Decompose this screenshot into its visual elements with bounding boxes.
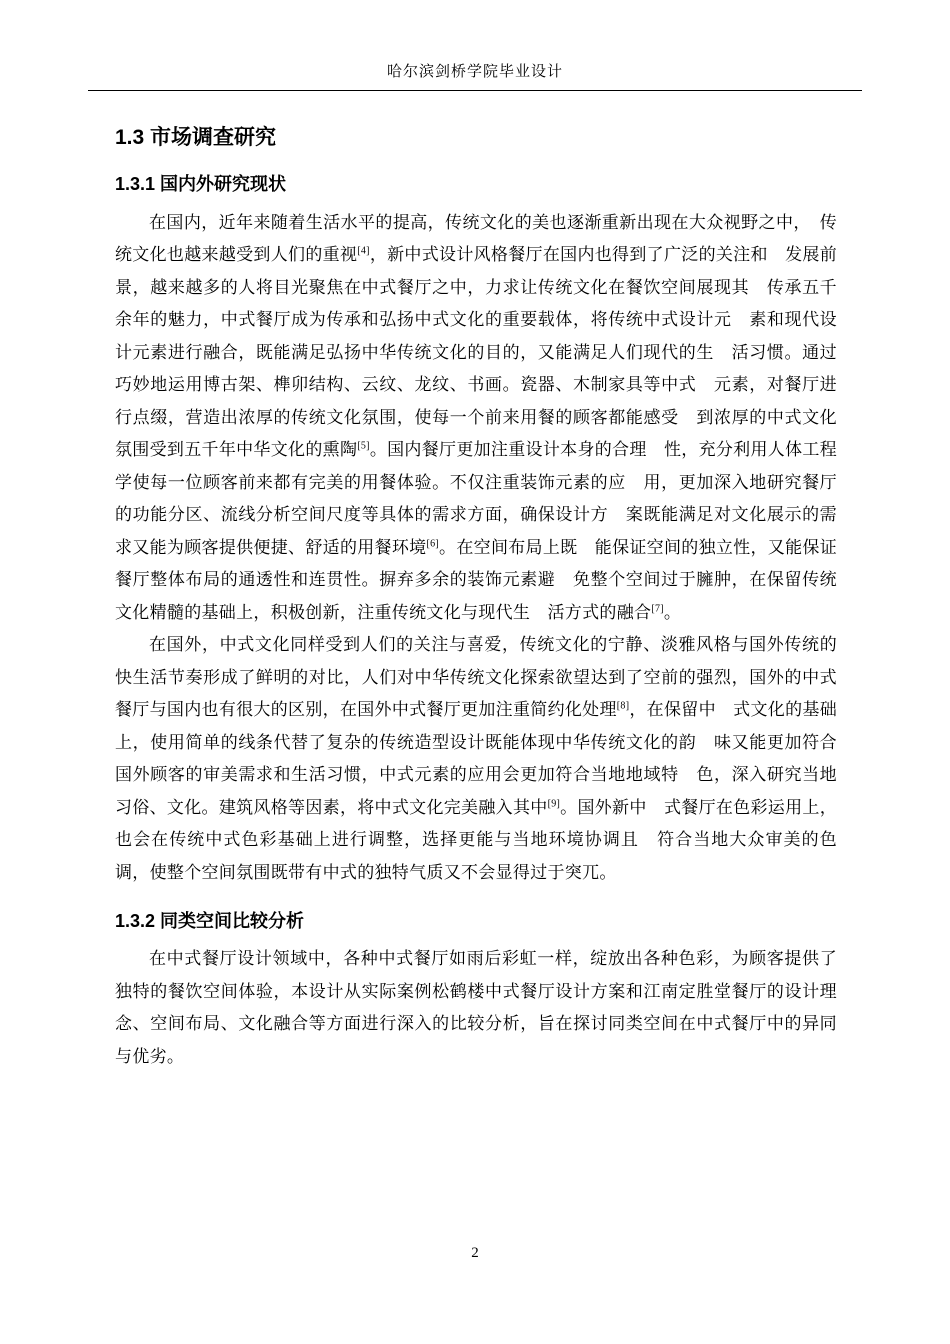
citation-ref: [5] [357,440,370,452]
paragraph-space-comparison: 在中式餐厅设计领域中，各种中式餐厅如雨后彩虹一样，绽放出各种色彩，为顾客提供了独特的餐饮空间体验，本设计从实际案例松鹤楼中式餐厅设计方案和江南定胜堂餐厅的设计理念、空间布局、文化融合等方面进行深入的比较分析，旨在探讨同类空间在中式餐厅中的异同与优劣。 [115,949,837,1066]
citation-ref: [6] [426,537,440,549]
page-number: 2 [471,1245,479,1261]
section-heading: 1.3 市场调查研究 [115,126,277,149]
citation-ref: [8] [616,700,630,712]
paragraph-overseas-research: 在国外，中式文化同样受到人们的关注与喜爱，传统文化的宁静、淡雅风格与国外传统的快生活节奏形成了鲜明的对比，人们对中华传统文化探索欲望达到了空前的强烈，国外的中式餐厅与国内也有很大的区别，在国外中式餐厅更加注重简约化处理[8]，在保留中 式文化的基础上，使用简单的线条代替了复杂的传统造型设计既能体现中华传统文化的韵 味又能更加符合国外顾客的审美需求和生活习惯，中式元素的应用会更加符合当地地域特 色，深入研究当地习俗、文化。建筑风格等因素，将中式文化完美融入其中[9]。国外新中 式餐厅在色彩运用上，也会在传统中式色彩基础上进行调整，选择更能与当地环境协调且 符合当地大众审美的色调，使整个空间氛围既带有中式的独特气质又不会显得过于突兀。 [115,635,837,882]
page-header [88,60,862,91]
subsection-heading-space-comparison: 1.3.2 同类空间比较分析 [115,911,305,932]
citation-ref: [9] [547,797,561,809]
document-body [115,110,837,1073]
paragraph-domestic-research: 在国内，近年来随着生活水平的提高，传统文化的美也逐渐重新出现在大众视野之中， 传统文化也越来越受到人们的重视[4]，新中式设计风格餐厅在国内也得到了广泛的关注和 发展前景，越来越多的人将目光聚焦在中式餐厅之中，力求让传统文化在餐饮空间展现其 传承五千余年的魅力，中式餐厅成为传承和弘扬中式文化的重要载体，将传统中式设计元 素和现代设计元素进行融合，既能满足弘扬中华传统文化的目的，又能满足人们现代的生 活习惯。通过巧妙地运用博古架、榫卯结构、云纹、龙纹、书画。瓷器、木制家具等中式 元素，对餐厅进行点缀，营造出浓厚的传统文化氛围，使每一个前来用餐的顾客都能感受 到浓厚的中式文化氛围受到五千年中华文化的熏陶[5]。国内餐厅更加注重设计本身的合理 性，充分利用人体工程学使每一位顾客前来都有完美的用餐体验。不仅注重装饰元素的应 用，更加深入地研究餐厅的功能分区、流线分析空间尺度等具体的需求方面，确保设计方 案既能满足对文化展示的需求又能为顾客提供便捷、舒适的用餐环境[6]。在空间布局上既 能保证空间的独立性，又能保证餐厅整体布局的通透性和连贯性。摒弃多余的装饰元素避 免整个空间过于臃肿，在保留传统文化精髓的基础上，积极创新，注重传统文化与现代生 活方式的融合[7]。 [115,212,838,622]
citation-ref: [4] [357,245,370,257]
page-footer [0,1244,950,1262]
subsection-heading-domestic-research: 1.3.1 国内外研究现状 [115,174,287,195]
header-title: 哈尔滨剑桥学院毕业设计 [386,64,563,80]
header-divider [88,90,862,91]
citation-ref: [7] [651,602,664,614]
